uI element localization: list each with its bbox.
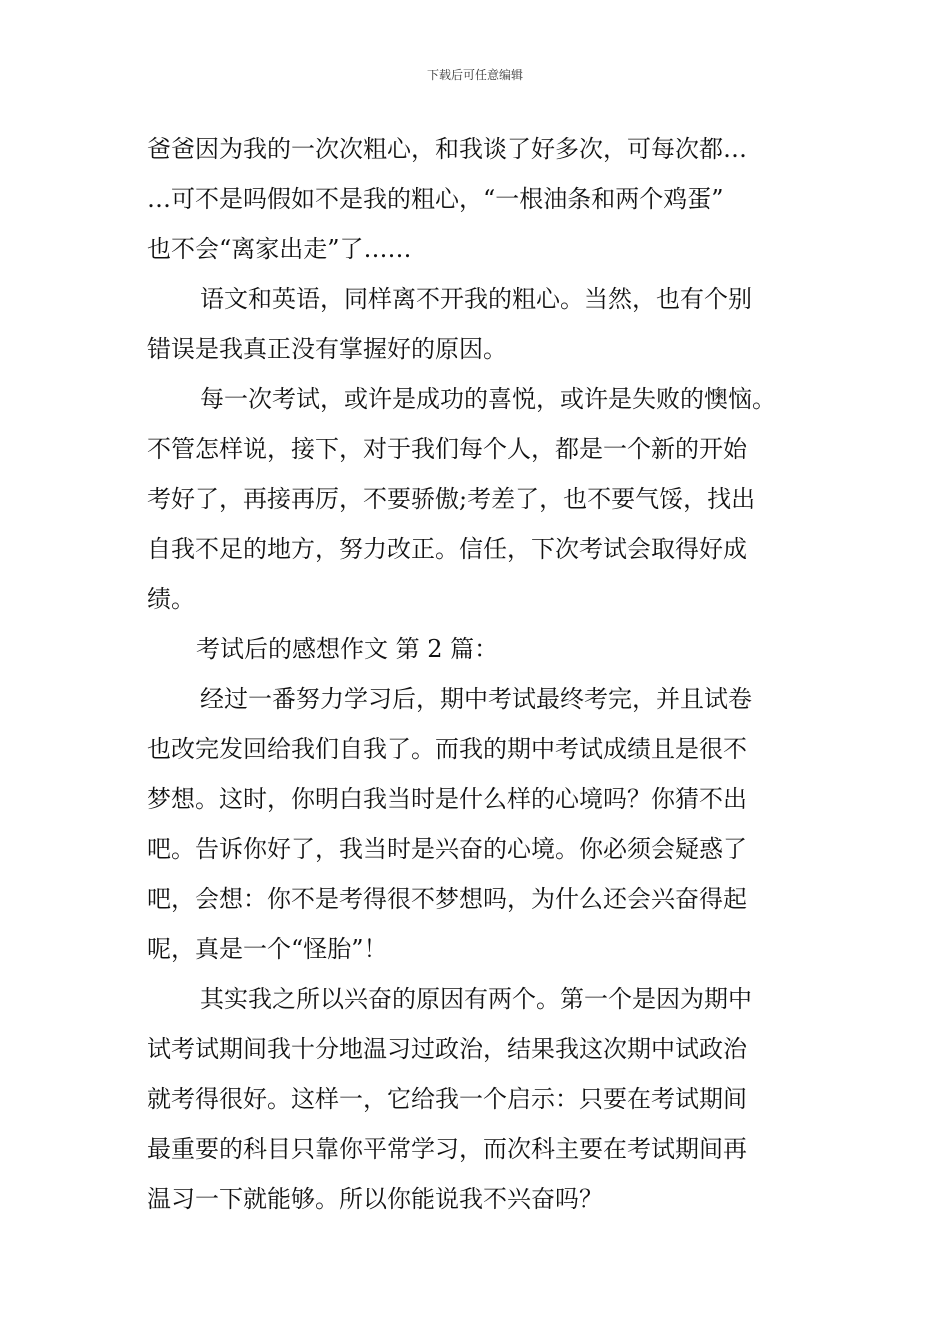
text-line: 也改完发回给我们自我了。而我的期中考试成绩且是很不 — [147, 735, 747, 763]
text-line: 试考试期间我十分地温习过政治，结果我这次期中试政治 — [147, 1035, 747, 1063]
text-line: 考好了，再接再厉，不要骄傲;考差了，也不要气馁，找出 — [147, 485, 756, 513]
text-line: 错误是我真正没有掌握好的原因。 — [147, 335, 507, 363]
text-line: 呢，真是一个“怪胎”！ — [147, 935, 388, 963]
page-header: 下载后可任意编辑 — [426, 68, 523, 82]
paragraph-start-line: 每一次考试，或许是成功的喜悦，或许是失败的懊恼。 — [200, 385, 776, 413]
paragraph-start-line: 语文和英语，同样离不开我的粗心。当然，也有个别 — [200, 285, 752, 313]
text-line: 最重要的科目只靠你平常学习，而次科主要在考试期间再 — [147, 1135, 747, 1163]
text-line: 自我不足的地方，努力改正。信任，下次考试会取得好成 — [147, 535, 747, 563]
text-line: 绩。 — [147, 585, 195, 613]
section-heading: 考试后的感想作文 第 2 篇： — [196, 635, 499, 663]
text-line: 吧。告诉你好了，我当时是兴奋的心境。你必须会疑惑了 — [147, 835, 747, 863]
text-line: 就考得很好。这样一，它给我一个启示：只要在考试期间 — [147, 1085, 747, 1113]
text-line: …可不是吗假如不是我的粗心，“一根油条和两个鸡蛋” — [147, 185, 724, 213]
text-line: 爸爸因为我的一次次粗心，和我谈了好多次，可每次都… — [147, 135, 747, 163]
paragraph-start-line: 经过一番努力学习后，期中考试最终考完，并且试卷 — [200, 685, 752, 713]
document-body — [147, 124, 817, 1224]
text-line: 温习一下就能够。所以你能说我不兴奋吗？ — [147, 1185, 603, 1213]
text-line: 吧，会想：你不是考得很不梦想吗，为什么还会兴奋得起 — [147, 885, 747, 913]
text-line: 不管怎样说，接下，对于我们每个人，都是一个新的开始 — [147, 435, 747, 463]
text-line: 梦想。这时，你明白我当时是什么样的心境吗？你猜不出 — [147, 785, 747, 813]
paragraph-start-line: 其实我之所以兴奋的原因有两个。第一个是因为期中 — [200, 985, 752, 1013]
text-line: 也不会“离家出走”了…… — [147, 235, 412, 263]
